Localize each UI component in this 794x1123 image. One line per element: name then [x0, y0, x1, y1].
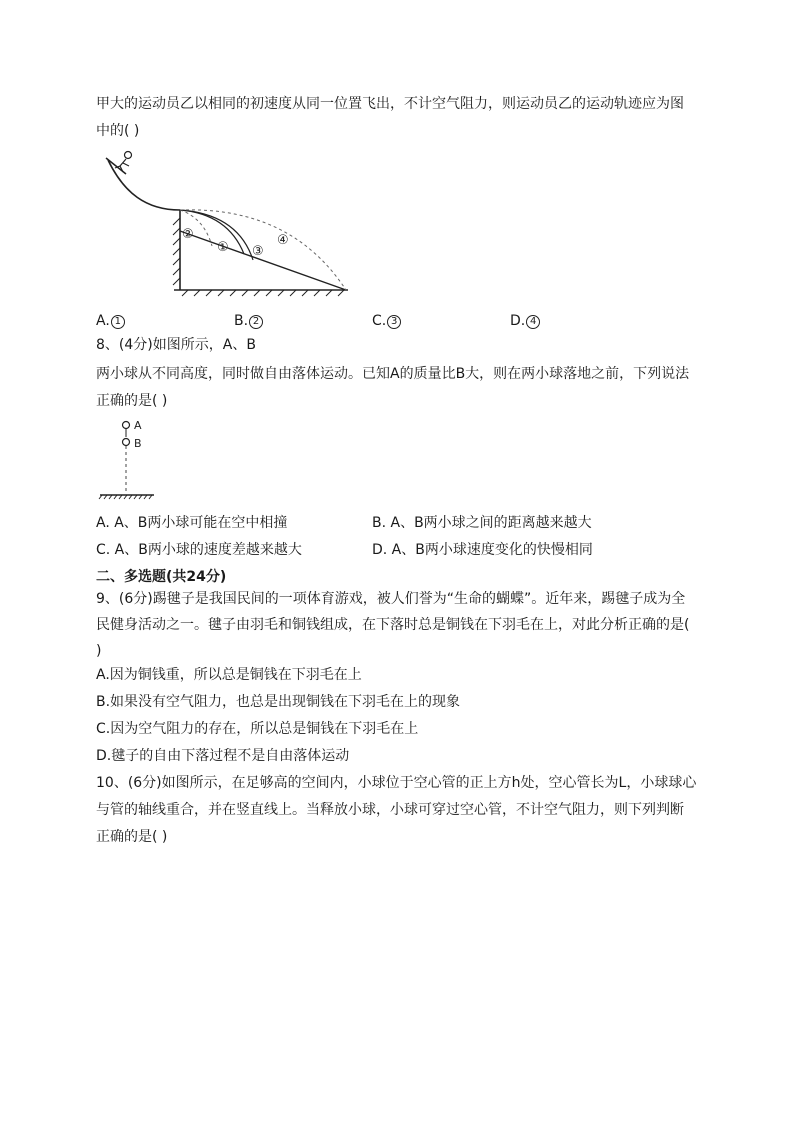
q10-line1: 10、(6分)如图所示，在足够高的空间内，小球位于空心管的正上方h处，空心管长为L，小球球心	[96, 775, 697, 791]
q7-ski-jump-figure	[96, 148, 356, 300]
q9-option-b[interactable]: B.如果没有空气阻力，也总是出现铜钱在下羽毛在上的现象	[96, 694, 461, 710]
q9-option-d[interactable]: D.毽子的自由下落过程不是自由落体运动	[96, 748, 350, 764]
q8-option-c[interactable]: C. A、B两小球的速度差越来越大	[96, 542, 302, 558]
label-1: ①	[217, 240, 229, 255]
label-b: B	[134, 437, 142, 450]
ball-a	[123, 422, 130, 429]
label-a: A	[134, 419, 142, 432]
q9-line3: )	[96, 643, 102, 659]
q8-option-b[interactable]: B. A、B两小球之间的距离越来越大	[372, 515, 592, 531]
q8-option-d[interactable]: D. A、B两小球速度变化的快慢相同	[372, 542, 593, 558]
q8-stem-line1: 两小球从不同高度，同时做自由落体运动。已知A的质量比B大，则在两小球落地之前，下列说法	[96, 366, 690, 382]
q9-option-c[interactable]: C.因为空气阻力的存在，所以总是铜钱在下羽毛在上	[96, 721, 419, 737]
q7-option-a[interactable]: A. 1	[96, 311, 125, 331]
q7-option-b[interactable]: B. 2	[234, 311, 263, 331]
label-3: ③	[252, 244, 264, 259]
q8-option-a[interactable]: A. A、B两小球可能在空中相撞	[96, 515, 288, 531]
q7-option-c[interactable]: C. 3	[372, 311, 401, 331]
q9-option-a[interactable]: A.因为铜钱重，所以总是铜钱在下羽毛在上	[96, 667, 362, 683]
q9-line1: 9、(6分)踢毽子是我国民间的一项体育游戏，被人们誉为“生命的蝴蝶”。近年来，踢毽子成为全	[96, 591, 686, 607]
section-title-multiple-choice: 二、多选题(共24分)	[96, 569, 227, 585]
q9-line2: 民健身活动之一。毽子由羽毛和铜钱组成，在下落时总是铜钱在下羽毛在上，对此分析正确的是(	[96, 617, 690, 633]
q8-stem-line2: 正确的是( )	[96, 393, 168, 409]
slope	[180, 231, 346, 290]
label-2: ②	[182, 227, 194, 242]
q10-line2: 与管的轴线重合，并在竖直线上。当释放小球，小球可穿过空心管，不计空气阻力，则下列判断	[96, 802, 684, 818]
label-4: ④	[277, 233, 289, 248]
q8-header: 8、(4分)如图所示，A、B	[96, 337, 256, 353]
q7-stem-line1: 甲大的运动员乙以相同的初速度从同一位置飞出，不计空气阻力，则运动员乙的运动轨迹应为图	[96, 96, 684, 112]
q8-falling-balls-figure	[96, 416, 166, 502]
q7-stem-line2: 中的( )	[96, 123, 140, 139]
q10-line3: 正确的是( )	[96, 829, 168, 845]
ball-b	[123, 439, 130, 446]
q7-option-d[interactable]: D. 4	[510, 311, 540, 331]
